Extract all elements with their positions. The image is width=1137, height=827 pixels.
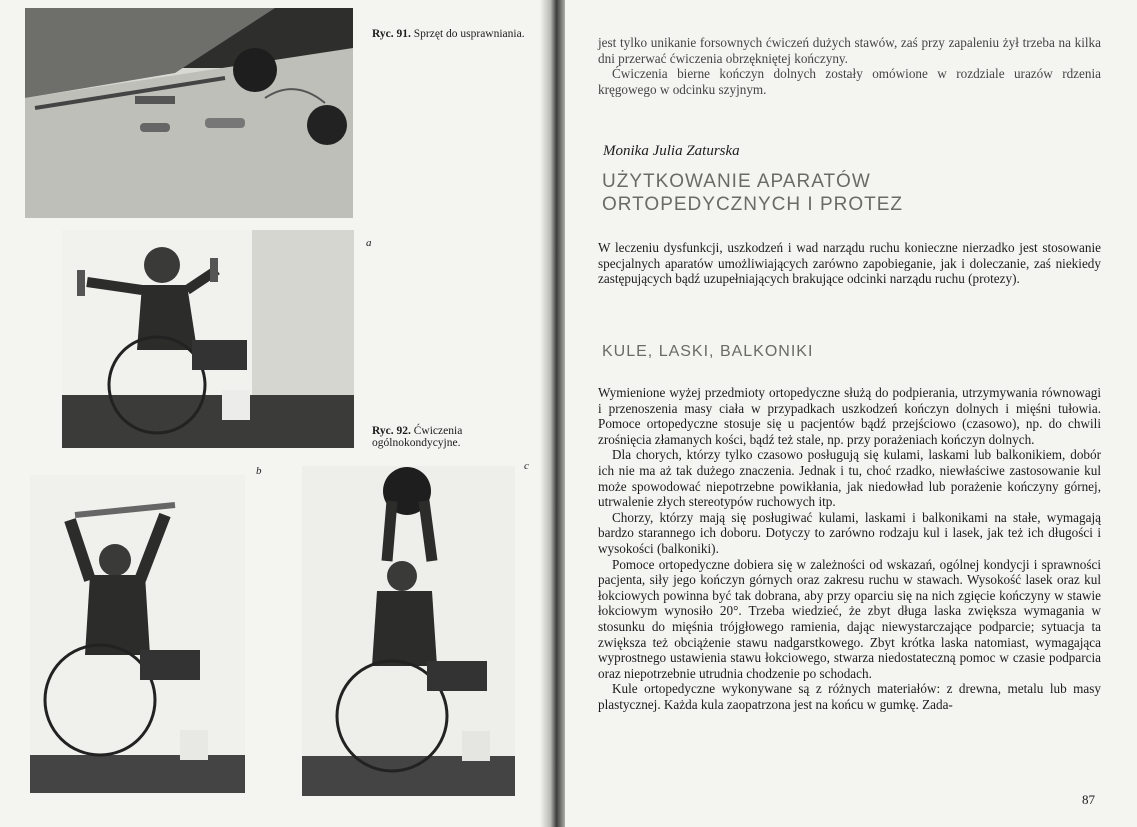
figure-91-text: Sprzęt do usprawniania. xyxy=(413,28,525,40)
section-paragraph-1: Wymienione wyżej przedmioty ortopedyczne służą do podpierania, utrzymywania równowagi i przenoszenia masy ciała w przypadkach uszkodzeń kończyn dolnych i mięśni tułowia. Pomoce ortopedyczne stosuje się u pacjentów bądź przejściowo (czasowo), np. do chwili zrośnięcia złamanych kości, bądź też stale, np. przy porażeniach kończyn dolnych. xyxy=(598,385,1101,447)
figure-92c-photo xyxy=(302,466,515,796)
left-page xyxy=(0,0,552,827)
panel-letter-c: c xyxy=(524,460,529,472)
section-paragraph-3: Chorzy, którzy mają się posługiwać kulami, laskami i balkonikami na stałe, wymagają bardzo starannego ich doboru. Dotyczy to zarówno rodzaju kul i lasek, jak też ich długości i wysokości (balkoniki). xyxy=(598,509,1101,556)
chapter-intro xyxy=(598,240,1101,287)
figure-92-caption xyxy=(372,425,537,449)
figure-92-text: Ćwiczenia ogólnokondycyjne. xyxy=(372,425,463,449)
figure-92b-photo xyxy=(30,475,245,793)
intro-paragraph-1: jest tylko unikanie forsownych ćwiczeń dużych stawów, zaś przy zapaleniu żył trzeba na kilka dni przerwać ćwiczenia obrzękniętej kończyny. xyxy=(598,35,1101,66)
chapter-intro-paragraph: W leczeniu dysfunkcji, uszkodzeń i wad narządu ruchu konieczne nierzadko jest stosowanie specjalnych aparatów umożliwiających zarówno zapobieganie, jak i doleczanie, zaś niekiedy zastępujących bądź uzupełniających brakujące odcinki narządu ruchu (protezy). xyxy=(598,240,1101,287)
figure-92a-photo xyxy=(62,230,354,448)
figure-91-caption xyxy=(372,28,532,40)
section-body xyxy=(598,385,1101,712)
intro-paragraph-2: Ćwiczenia bierne kończyn dolnych zostały omówione w rozdziale urazów rdzenia kręgowego w odcinku szyjnym. xyxy=(598,66,1101,97)
intro-text xyxy=(598,35,1101,97)
section-title: KULE, LASKI, BALKONIKI xyxy=(602,343,814,360)
section-paragraph-5: Kule ortopedyczne wykonywane są z różnych materiałów: z drewna, metalu lub masy plastycznej. Każda kula zaopatrzona jest na końcu w gumkę. Zada- xyxy=(598,681,1101,712)
page-number: 87 xyxy=(1082,792,1095,807)
panel-letter-b: b xyxy=(256,465,262,477)
section-paragraph-2: Dla chorych, którzy tylko czasowo posługują się kulami, laskami lub balkonikiem, dobór ich nie ma aż tak dużego znaczenia. Jednak i tu, choć rzadko, niewłaściwe zastosowanie kul może spowodować niepotrzebne powikłania, jak niedowład lub porażenie kończyny górnej, utrwalenie złych stereotypów ruchowych itp. xyxy=(598,447,1101,510)
figure-91-label: Ryc. 91. xyxy=(372,28,411,40)
panel-letter-a: a xyxy=(366,237,372,249)
figure-92-label: Ryc. 92. xyxy=(372,425,411,437)
author-name: Monika Julia Zaturska xyxy=(603,143,740,159)
section-paragraph-4: Pomoce ortopedyczne dobiera się w zależności od wskazań, ogólnej kondycji i sprawności pacjenta, siły jego kończyn górnych oraz zakresu ruchu w stawach. Wysokość lasek oraz kul łokciowych powinna być tak dobrana, aby przy oparciu się na nich zgięcie kończyny w stawie łokciowym wynosiło 20°. Trzeba wiedzieć, że zbyt długa laska zwiększa wymagania w stosunku do mięśnia trójgłowego ramienia, dając niewystarczające podparcie; sytuacja ta zwiększa też obciążenie stawu nadgarstkowego. Zbyt krótka laska natomiast, wymagająca wyprostnego ustawienia stawu łokciowego, stwarza niedostateczną pomoc w czasie podparcia oraz niepotrzebnie utrudnia chodzenie po schodach. xyxy=(598,556,1101,681)
chapter-title: UŻYTKOWANIE APARATÓW ORTOPEDYCZNYCH I PROTEZ xyxy=(602,171,903,215)
figure-91-equipment-photo xyxy=(25,8,353,218)
